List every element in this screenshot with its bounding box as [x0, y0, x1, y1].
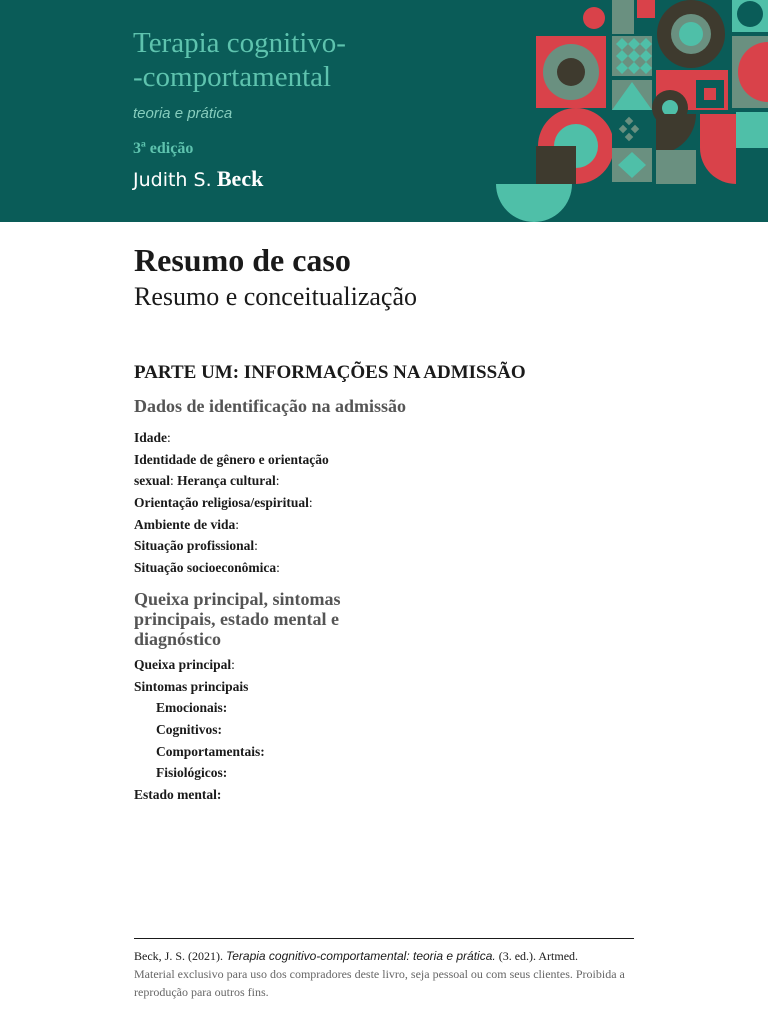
field-mental-status	[134, 784, 265, 806]
section-heading-complaint	[134, 589, 341, 649]
book-banner	[0, 0, 768, 222]
field-label: Situação profissional	[134, 538, 255, 554]
footer-citation	[134, 947, 578, 965]
field-colon: :	[276, 560, 280, 576]
field-colon: :	[308, 495, 313, 511]
field-age	[134, 427, 329, 449]
field-colon: :	[167, 430, 171, 445]
book-edition: 3ª edição	[133, 140, 194, 157]
footer-notice	[134, 965, 634, 1001]
field-emotional	[134, 697, 265, 719]
book-title-line-1: Terapia cognitivo-	[133, 27, 346, 59]
section-heading-line: Queixa principal, sintomas	[134, 589, 341, 609]
field-cultural-heritage	[134, 470, 329, 492]
citation-prefix: Beck, J. S. (2021).	[134, 949, 226, 963]
author-given-name: Judith S.	[133, 169, 212, 191]
field-label: Comportamentais:	[156, 743, 265, 759]
author-surname: Beck	[216, 166, 264, 191]
field-colon: :	[170, 473, 178, 489]
field-label: Fisiológicos:	[156, 765, 228, 781]
citation-suffix: (3. ed.). Artmed.	[495, 949, 579, 963]
field-label: Orientação religiosa/espiritual	[134, 495, 309, 511]
document-title: Resumo de caso	[134, 242, 351, 278]
field-cognitive	[134, 719, 265, 741]
field-gender-identity	[134, 449, 329, 471]
field-label: Ambiente de vida	[134, 516, 236, 532]
field-religious-orientation	[134, 492, 329, 514]
section-heading-line: diagnóstico	[134, 629, 222, 649]
citation-title: Terapia cognitivo-comportamental: teoria e prática.	[226, 949, 496, 963]
field-colon: :	[254, 538, 258, 554]
field-label: Emocionais:	[156, 700, 228, 716]
document-subtitle: Resumo e conceitualização	[134, 282, 417, 311]
field-label: Sintomas principais	[134, 678, 249, 694]
field-physiological	[134, 762, 265, 784]
field-label: sexual	[134, 473, 171, 489]
notice-line: reprodução para outros fins.	[134, 985, 269, 999]
complaint-fields	[134, 654, 265, 806]
field-employment-status	[134, 535, 329, 557]
book-subtitle: teoria e prática	[133, 105, 233, 122]
book-title	[133, 26, 346, 94]
field-label: Identidade de gênero e orientação	[134, 451, 329, 467]
geometric-pattern-illustration	[496, 0, 768, 222]
field-label: Queixa principal	[134, 657, 232, 672]
field-chief-complaint	[134, 654, 265, 676]
field-living-environment	[134, 514, 329, 536]
footer-divider	[134, 938, 634, 939]
section-heading-line: principais, estado mental e	[134, 609, 339, 629]
field-behavioral	[134, 741, 265, 763]
field-colon: :	[235, 516, 240, 532]
field-label: Idade	[134, 430, 168, 445]
identification-fields	[134, 427, 329, 579]
field-label: Cognitivos:	[156, 722, 223, 738]
field-main-symptoms	[134, 676, 265, 698]
part-heading: PARTE UM: INFORMAÇÕES NA ADMISSÃO	[134, 362, 526, 383]
book-author	[133, 166, 263, 192]
section-heading-identification: Dados de identificação na admissão	[134, 396, 407, 416]
field-label: Situação socioeconômica	[134, 560, 277, 576]
field-label: Estado mental:	[134, 787, 222, 803]
field-colon: :	[275, 473, 280, 489]
notice-line: Material exclusivo para uso dos compradores deste livro, seja pessoal ou com seus clientes. Proibida a	[134, 967, 625, 981]
field-label: Herança cultural	[177, 473, 276, 489]
field-colon: :	[231, 657, 235, 672]
field-socioeconomic-status	[134, 557, 329, 579]
book-title-line-2: -comportamental	[133, 61, 332, 93]
